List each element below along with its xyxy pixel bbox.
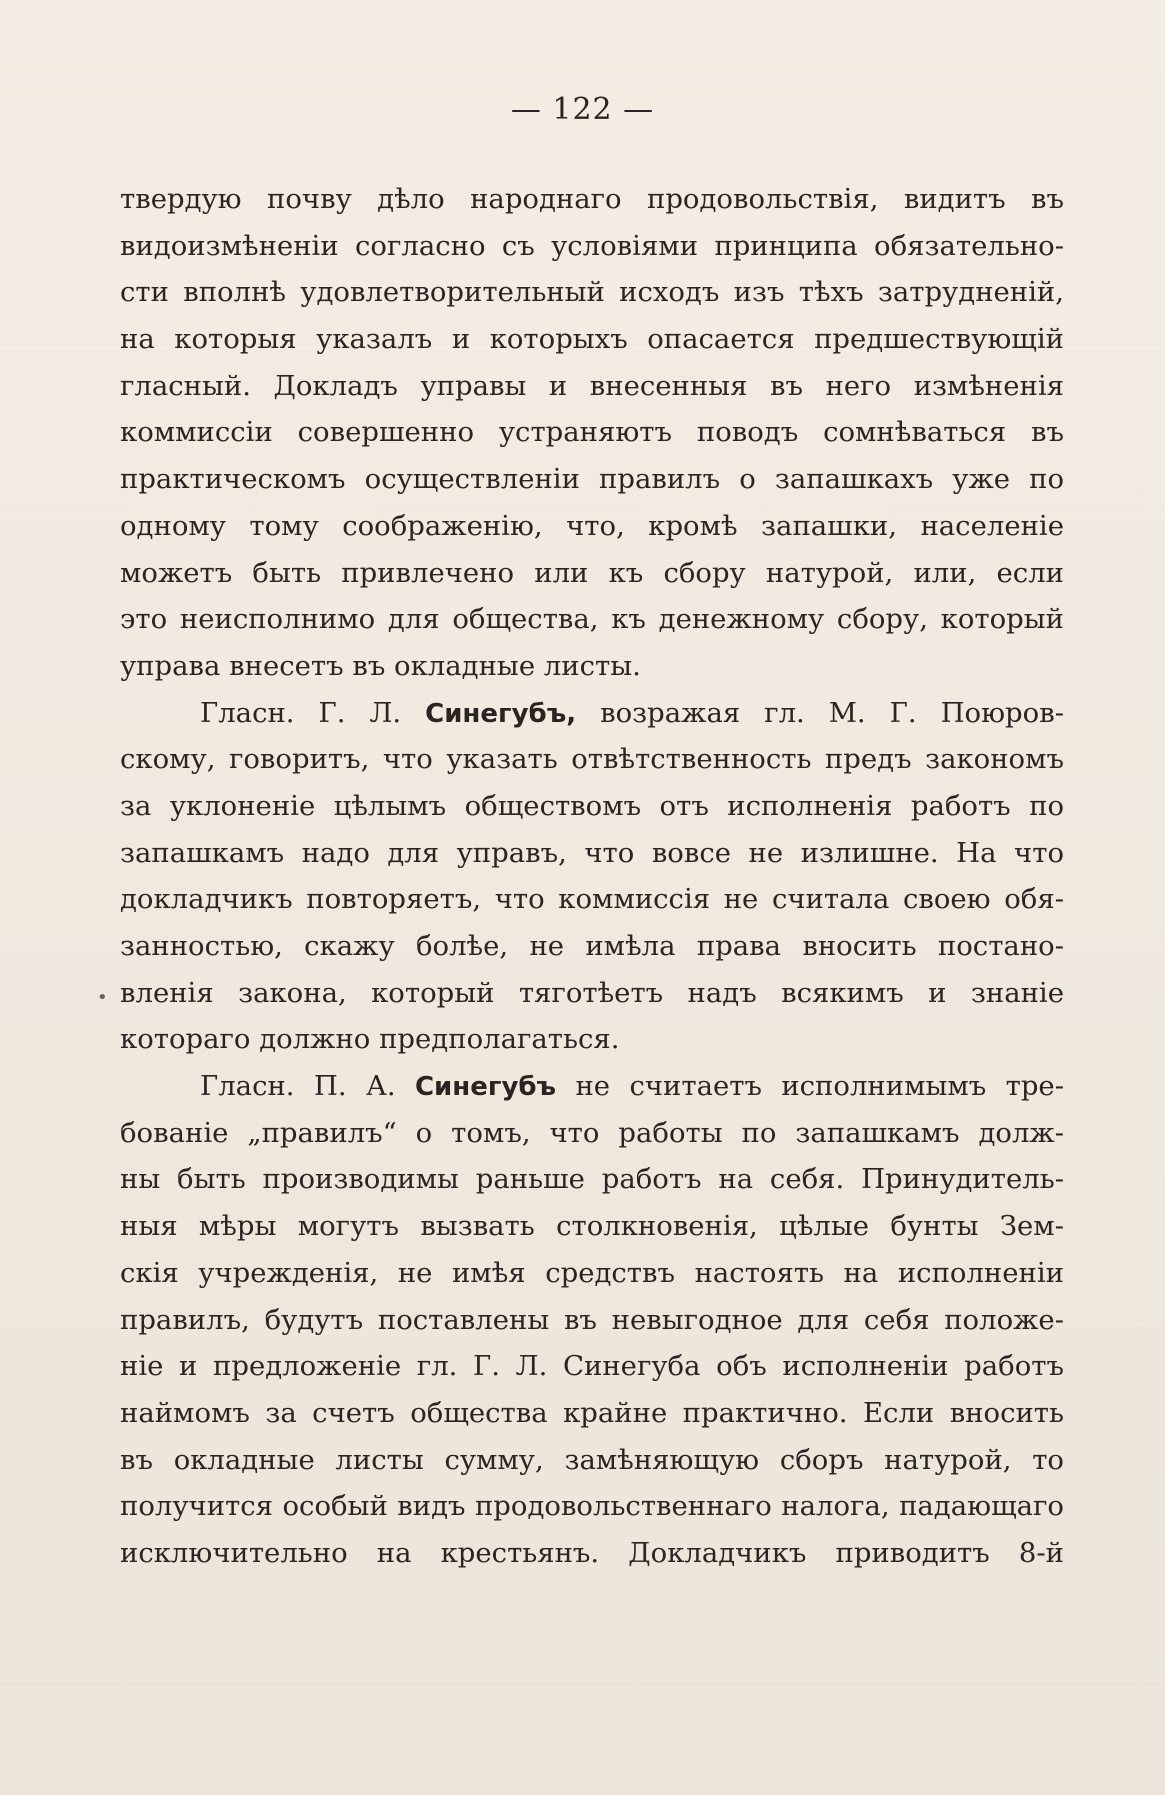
text-line: правилъ, будутъ поставлены въ невыгодное для себя положе- [120,1303,1064,1336]
text-line: твердую почву дѣло народнаго продовольствія, видитъ въ [120,183,1064,215]
text-line: скому, говоритъ, что указать отвѣтственность предъ закономъ [120,743,1064,776]
paragraph-first-line [120,690,1064,737]
text-line: коммиссіи совершенно устраняютъ поводъ сомнѣваться въ [120,416,1064,449]
text-line: вленія закона, который тяготѣетъ надъ всякимъ и знаніе [120,976,1064,1009]
text-fragment: не считаетъ исполнимымъ тре- [575,1070,1064,1103]
text-line: можетъ быть привлечено или къ сбору натурой, или, если [120,556,1064,589]
text-line: ныя мѣры могутъ вызвать столкновенія, цѣлые бунты Зем- [120,1210,1064,1243]
text-line: ніе и предложеніе гл. Г. Л. Синегуба объ исполненіи работъ [120,1350,1064,1383]
text-fragment: возражая гл. М. Г. Поюров- [600,696,1064,729]
speaker-prefix: Гласн. П. А. [200,1070,396,1103]
text-line: бованіе „правилъ“ о томъ, что работы по запашкамъ долж- [120,1116,1064,1149]
text-line: получится особый видъ продовольственнаго налога, падающаго [120,1490,1064,1523]
page-number: — 122 — [510,92,655,127]
text-line: сти вполнѣ удовлетворительный исходъ изъ тѣхъ затрудненій, [120,276,1064,309]
text-line: на которыя указалъ и которыхъ опасается предшествующій [120,323,1064,356]
text-line: докладчикъ повторяетъ, что коммиссія не считала своею обя- [120,883,1064,916]
text-line: практическомъ осуществленіи правилъ о запашкахъ уже по [120,463,1064,496]
text-line: занностью, скажу болѣе, не имѣла права вносить постано- [120,930,1064,962]
speaker-prefix: Гласн. Г. Л. [200,696,402,729]
speaker-name: Синегубъ, [425,698,577,729]
speaker-name: Синегубъ [414,1072,557,1103]
text-line: одному тому соображенію, что, кромѣ запашки, населеніе [120,509,1064,542]
text-line: видоизмѣненіи согласно съ условіями принципа обязательно- [120,229,1064,262]
text-line: исключительно на крестьянъ. Докладчикъ приводитъ 8-й [120,1536,1064,1569]
text-line: скія учрежденія, не имѣя средствъ настоять на исполненіи [120,1256,1064,1289]
text-line: ны быть производимы раньше работъ на себя. Принудитель- [120,1163,1064,1196]
paragraph-first-line [120,1063,1064,1110]
text-line: за уклоненіе цѣлымъ обществомъ отъ исполненія работъ по [120,789,1064,822]
text-line: гласный. Докладъ управы и внесенныя въ него измѣненія [120,369,1064,402]
margin-mark: • [97,987,108,1008]
page-text [120,176,1064,1577]
text-line: запашкамъ надо для управъ, что вовсе не излишне. На что [120,836,1064,869]
text-line: котораго должно предполагаться. [120,1023,620,1056]
text-line: наймомъ за счетъ общества крайне практично. Если вносить [120,1396,1064,1429]
text-line: управа внесетъ въ окладные листы. [120,649,641,682]
text-line: это неисполнимо для общества, къ денежному сбору, который [120,603,1064,636]
text-line: въ окладные листы сумму, замѣняющую сборъ натурой, то [120,1443,1064,1476]
